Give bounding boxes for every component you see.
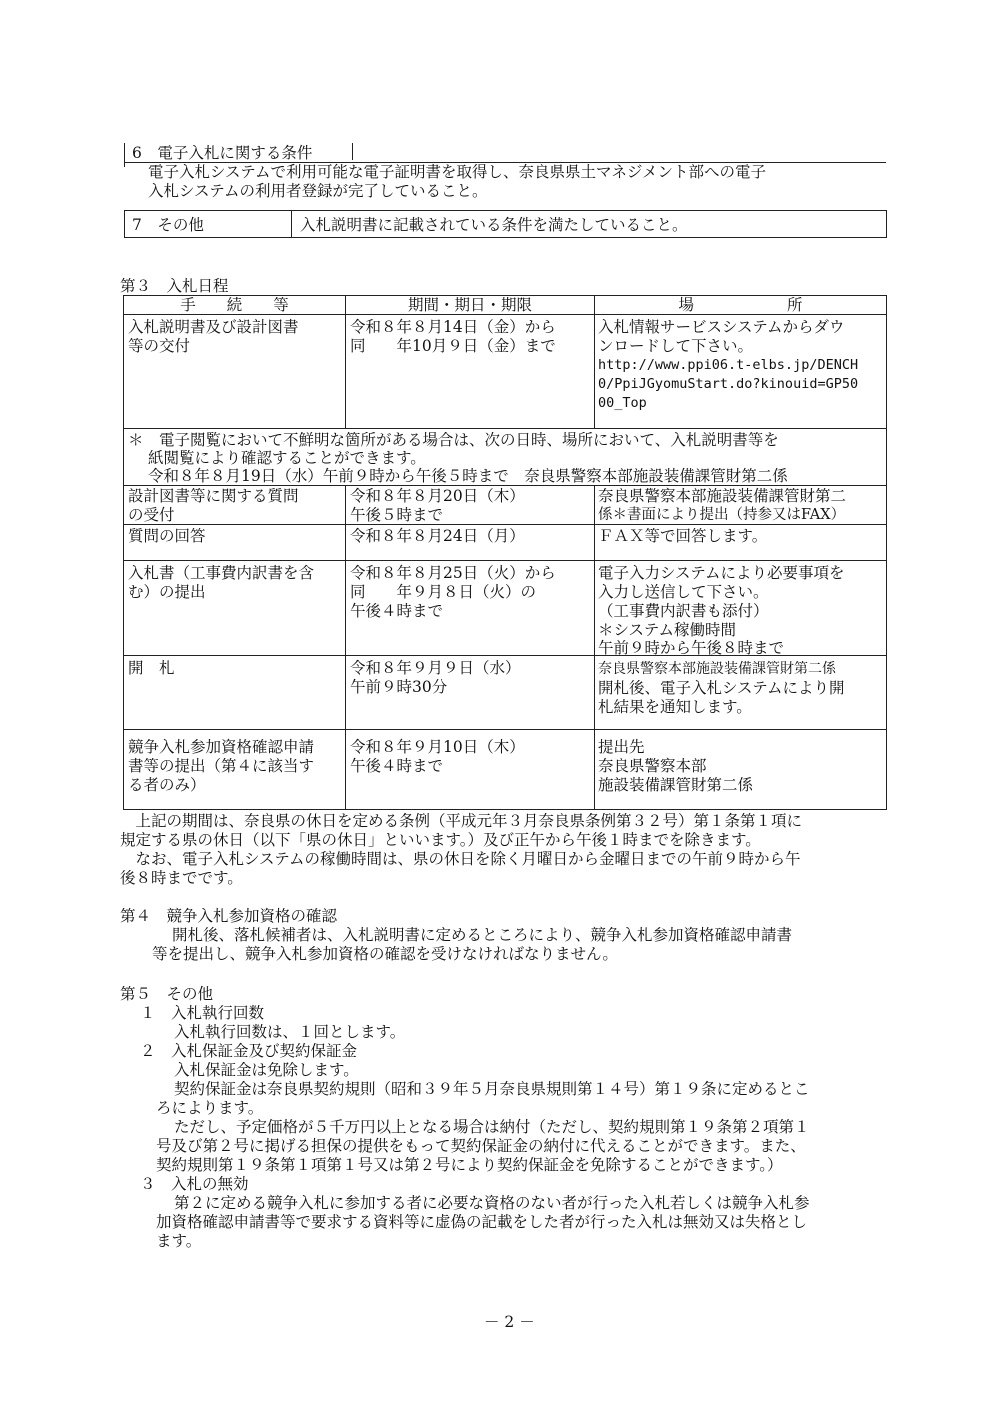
row3-proc-1: 設計図書等に関する質問 (128, 487, 299, 505)
item2-line1: 入札保証金は免除します。 (174, 1061, 359, 1079)
section7-label: 7 その他 (132, 216, 204, 234)
row6-proc-1: 開 札 (128, 659, 175, 677)
row1-url-3: 00_Top (598, 395, 647, 411)
row7-proc-2: 書等の提出（第４に該当す (128, 757, 315, 775)
row4-place-1: ＦＡＸ等で回答します。 (598, 527, 768, 545)
note-line-2: 紙閲覧により確認することができます。 (148, 449, 426, 467)
row3-period-1: 令和８年８月20日（木） (350, 487, 525, 505)
row3-proc-2: の受付 (128, 506, 175, 524)
row1-proc-1: 入札説明書及び設計図書 (128, 318, 299, 336)
section6-line2: 入札システムの利用者登録が完了していること。 (148, 182, 488, 200)
row1-place-2: ンロードして下さい。 (598, 337, 754, 355)
header-period: 期間・期日・期限 (407, 296, 532, 314)
row6-place-1: 開札後、電子入札システムにより開 (598, 679, 845, 697)
row5-proc-2: む）の提出 (128, 583, 206, 601)
note-line-3: 令和８年８月19日（水）午前９時から午後５時まで 奈良県警察本部施設装備課管財第二係 (148, 467, 788, 485)
col-line-2b (594, 485, 595, 810)
item3-line2: 加資格確認申請書等で要求する資料等に虚偽の記載をした者が行った入札は無効又は失格とし (156, 1213, 808, 1231)
item1-heading: １ 入札執行回数 (140, 1004, 265, 1022)
row-line-6 (123, 729, 887, 730)
row7-period-2: 午後４時まで (350, 757, 444, 775)
row1-proc-2: 等の交付 (128, 337, 191, 355)
after-line-2: 規定する県の休日（以下「県の休日」といいます。）及び正午から午後１時までを除きます。 (120, 831, 761, 849)
note-line-1: ＊ 電子閲覧において不鮮明な箇所がある場合は、次の日時、場所において、入札説明書等を (128, 431, 779, 449)
item2-line6: 契約規則第１９条第１項第１号又は第２号により契約保証金を免除することができます。） (156, 1156, 783, 1174)
row7-place-3: 施設装備課管財第二係 (598, 776, 754, 794)
item3-line3: ます。 (156, 1232, 202, 1250)
row5-place-5: 午前９時から午後８時まで (598, 639, 785, 657)
item2-line3: ろによります。 (156, 1099, 264, 1117)
row6-place-small: 奈良県警察本部施設装備課管財第二係 (598, 661, 836, 677)
section6-title-border (352, 143, 353, 160)
row6-place-2: 札結果を通知します。 (598, 698, 752, 716)
item2-line2: 契約保証金は奈良県契約規則（昭和３９年５月奈良県規則第１４号）第１９条に定めるとこ (174, 1080, 810, 1098)
section4-line1: 開札後、落札候補者は、入札説明書に定めるところにより、競争入札参加資格確認申請書 (172, 926, 793, 944)
section7-text: 入札説明書に記載されている条件を満たしていること。 (300, 216, 688, 234)
row4-period-1: 令和８年８月24日（月） (350, 527, 525, 545)
row6-period-1: 令和８年９月９日（水） (350, 659, 521, 677)
row7-proc-1: 競争入札参加資格確認申請 (128, 738, 315, 756)
row7-place-1: 提出先 (598, 738, 645, 756)
section4-line2: 等を提出し、競争入札参加資格の確認を受けなければなりません。 (152, 945, 618, 963)
row3-period-2: 午後５時まで (350, 506, 444, 524)
row5-proc-1: 入札書（工事費内訳書を含 (128, 564, 315, 582)
section6-line1: 電子入札システムで利用可能な電子証明書を取得し、奈良県県土マネジメント部への電子 (148, 163, 766, 181)
row1-url-1: http://www.ppi06.t-elbs.jp/DENCH (598, 357, 859, 373)
row1-url-2: 0/PpiJGyomuStart.do?kinouid=GP50 (598, 376, 859, 392)
row4-proc-1: 質問の回答 (128, 527, 206, 545)
schedule-title: 第３ 入札日程 (120, 277, 229, 295)
row7-period-1: 令和８年９月10日（木） (350, 738, 525, 756)
row5-period-3: 午後４時まで (350, 602, 444, 620)
row-line-4 (123, 560, 887, 561)
row1-place-1: 入札情報サービスシステムからダウ (598, 318, 845, 336)
page-number: － 2 － (484, 1313, 535, 1331)
section5-title: 第５ その他 (120, 985, 214, 1003)
row5-place-1: 電子入力システムにより必要事項を (598, 564, 845, 582)
header-procedure: 手 続 等 (180, 296, 289, 314)
col-line-1b (345, 485, 346, 810)
item2-line5: 号及び第２号に掲げる担保の提供をもって契約保証金の納付に代えることができます。また、 (156, 1137, 806, 1155)
item2-heading: ２ 入札保証金及び契約保証金 (140, 1042, 358, 1060)
section4-title: 第４ 競争入札参加資格の確認 (120, 907, 338, 925)
section6-left-border (124, 143, 125, 167)
row5-place-3: （工事費内訳書も添付） (598, 602, 769, 620)
row7-proc-3: る者のみ） (128, 776, 206, 794)
row1-period-1: 令和８年８月14日（金）から (350, 318, 556, 336)
row1-period-2: 同 年10月９日（金）まで (350, 337, 556, 355)
section7-divider (291, 210, 292, 238)
after-line-1: 上記の期間は、奈良県の休日を定める条例（平成元年３月奈良県条例第３２号）第１条第１項に (120, 812, 803, 830)
item1-line1: 入札執行回数は、１回とします。 (174, 1023, 406, 1041)
item3-line1: 第２に定める競争入札に参加する者に必要な資格のない者が行った入札若しくは競争入札参 (174, 1194, 810, 1212)
after-line-4: 後８時までです。 (120, 869, 243, 887)
row5-period-2: 同 年９月８日（火）の (350, 583, 537, 601)
item3-heading: ３ 入札の無効 (140, 1175, 249, 1193)
row6-period-2: 午前９時30分 (350, 678, 448, 696)
row5-place-4: ＊システム稼働時間 (598, 621, 736, 639)
row5-period-1: 令和８年８月25日（火）から (350, 564, 556, 582)
header-place: 場 所 (678, 296, 803, 314)
item2-line4: ただし、予定価格が５千万円以上となる場合は納付（ただし、契約規則第１９条第２項第１ (174, 1118, 810, 1136)
row-line-1 (123, 428, 887, 429)
row3-place-1: 奈良県警察本部施設装備課管財第二 (598, 487, 847, 505)
row3-place-2: 係＊書面により提出（持参又はFAX） (598, 507, 846, 523)
row5-place-2: 入力し送信して下さい。 (598, 583, 769, 601)
row7-place-2: 奈良県警察本部 (598, 757, 707, 775)
after-line-3: なお、電子入札システムの稼働時間は、県の休日を除く月曜日から金曜日までの午前９時から午 (120, 850, 801, 868)
section6-title: 6 電子入札に関する条件 (132, 144, 313, 162)
